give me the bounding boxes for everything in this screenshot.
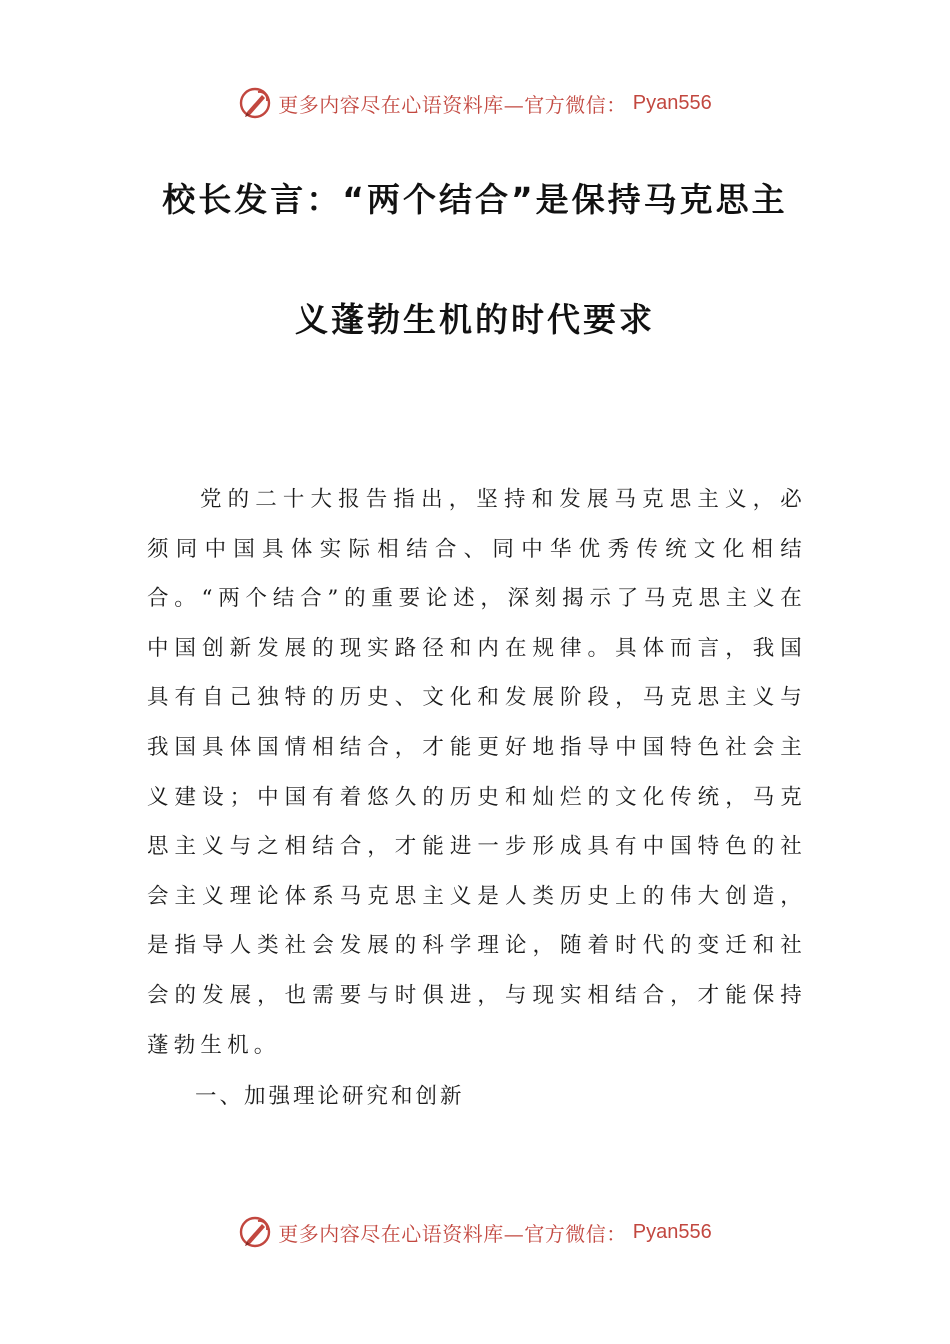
section-heading: 一、加强理论研究和创新: [195, 1084, 465, 1109]
body-paragraph: 党的二十大报告指出，坚持和发展马克思主义，必须同中国具体实际相结合、同中华优秀传统文化相结合。“两个结合”的重要论述，深刻揭示了马克思主义在中国创新发展的现实路径和内在规律。具体而言，我国具有自己独特的历史、文化和发展阶段，马克思主义与我国具体国情相结合，才能更好地指导中国特色社会主义建设；中国有着悠久的历史和灿烂的文化传统，马克思主义与之相结合，才能进一步形成具有中国特色的社会主义理论体系马克思主义是人类历史上的伟大创造，是指导人类社会发展的科学理论，随着时代的变迁和社会的发展，也需要与时俱进，与现实相结合，才能保持蓬勃生机。: [147, 487, 807, 1058]
document-title-line-2: 义蓬勃生机的时代要求: [295, 300, 655, 339]
header-watermark: [0, 81, 950, 125]
document-title-line-1: 校长发言：“两个结合”是保持马克思主: [162, 180, 788, 219]
pen-logo-icon: [238, 86, 272, 120]
watermark-text: 更多内容尽在心语资料库—官方微信：: [278, 1221, 627, 1246]
wechat-id: Pyan556: [632, 1220, 712, 1243]
footer-watermark: [0, 1210, 950, 1254]
watermark-text: 更多内容尽在心语资料库—官方微信：: [278, 92, 627, 117]
wechat-id: Pyan556: [632, 91, 712, 114]
pen-logo-icon: [238, 1215, 272, 1249]
